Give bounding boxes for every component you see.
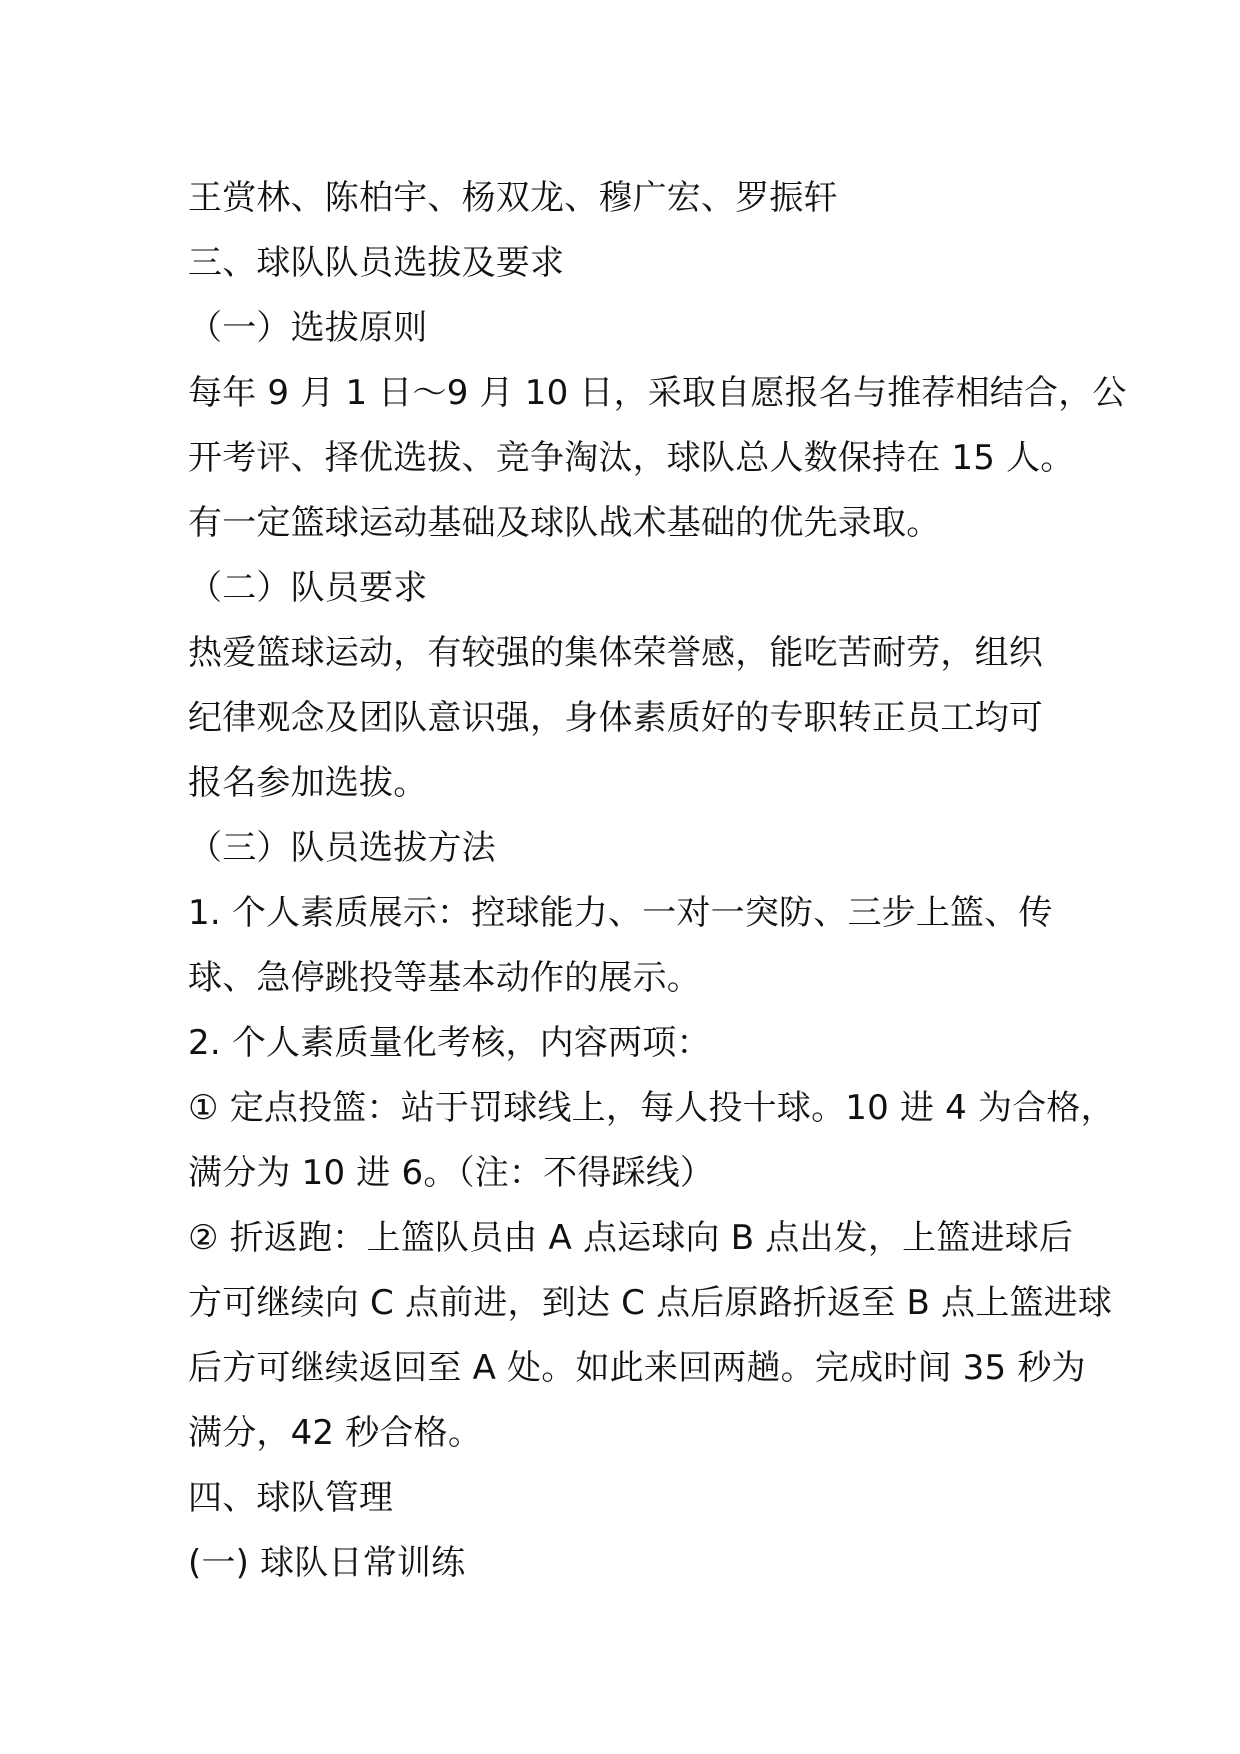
text-line: 满分为 10 进 6。（注：不得踩线） <box>188 1153 715 1193</box>
text-line: 球、急停跳投等基本动作的展示。 <box>188 958 701 998</box>
subsection-heading: （二）队员要求 <box>188 568 428 608</box>
text-line: 1. 个人素质展示：控球能力、一对一突防、三步上篮、传 <box>188 893 1053 933</box>
text-line: 每年 9 月 1 日～9 月 10 日，采取自愿报名与推荐相结合，公 <box>188 373 1127 413</box>
text-line: 王赏林、陈柏宇、杨双龙、穆广宏、罗振轩 <box>188 178 838 218</box>
text-line: 热爱篮球运动，有较强的集体荣誉感，能吃苦耐劳，组织 <box>188 633 1043 673</box>
text-line: 开考评、择优选拔、竞争淘汰，球队总人数保持在 15 人。 <box>188 438 1075 478</box>
text-line: 满分，42 秒合格。 <box>188 1413 483 1453</box>
document-body <box>188 166 1127 1596</box>
text-line: 方可继续向 C 点前进，到达 C 点后原路折返至 B 点上篮进球 <box>188 1283 1113 1323</box>
subsection-heading: （一）选拔原则 <box>188 308 428 348</box>
text-line: 2. 个人素质量化考核，内容两项： <box>188 1023 711 1063</box>
section-heading: 四、球队管理 <box>188 1478 394 1518</box>
section-heading: 三、球队队员选拔及要求 <box>188 243 565 283</box>
text-line: ① 定点投篮：站于罚球线上，每人投十球。10 进 4 为合格， <box>188 1088 1115 1128</box>
text-line: 报名参加选拔。 <box>188 763 428 803</box>
subsection-heading: (一) 球队日常训练 <box>188 1543 466 1583</box>
text-line: 纪律观念及团队意识强，身体素质好的专职转正员工均可 <box>188 698 1043 738</box>
text-line: 有一定篮球运动基础及球队战术基础的优先录取。 <box>188 503 941 543</box>
text-line: ② 折返跑：上篮队员由 A 点运球向 B 点出发，上篮进球后 <box>188 1218 1074 1258</box>
subsection-heading: （三）队员选拔方法 <box>188 828 496 868</box>
text-line: 后方可继续返回至 A 处。如此来回两趟。完成时间 35 秒为 <box>188 1348 1086 1388</box>
